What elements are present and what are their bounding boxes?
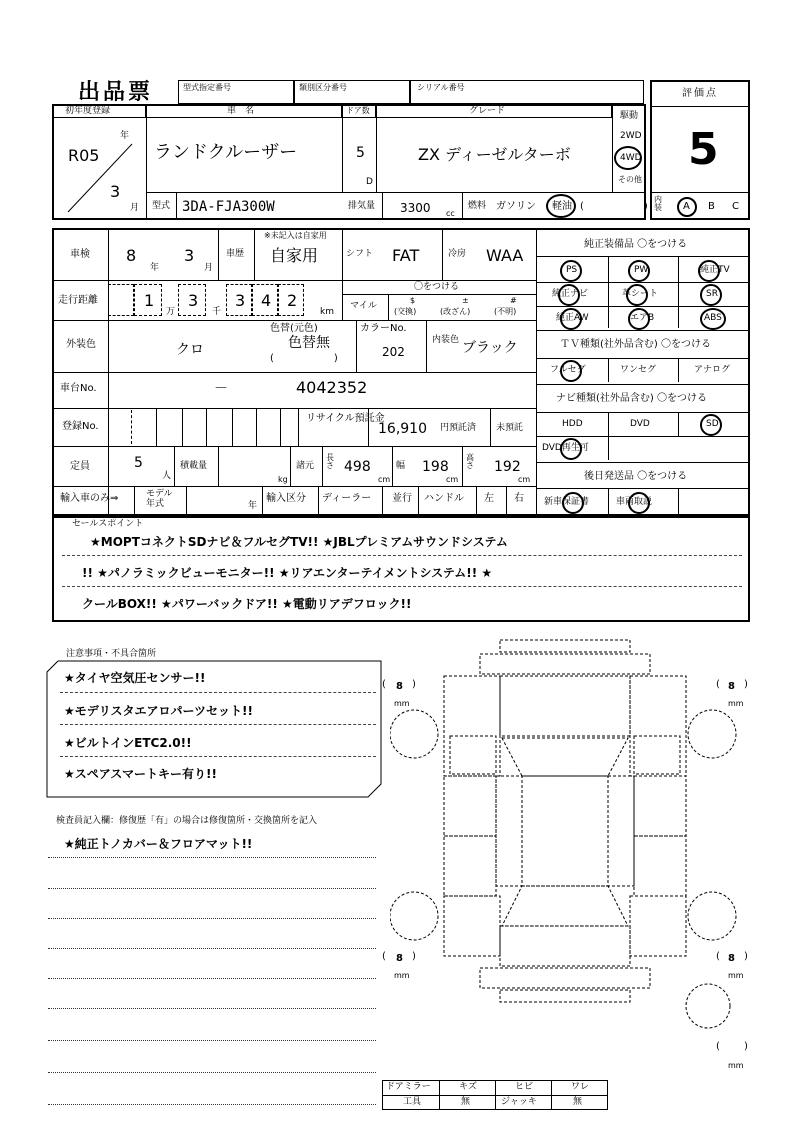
shaken-year: 8	[126, 246, 137, 265]
capacity: 5	[134, 455, 143, 471]
shift-type: FAT	[392, 246, 420, 265]
equip-leather-circle	[626, 284, 648, 306]
vehicle-history: 自家用	[270, 246, 319, 265]
note-line-4: ★スペアスマートキー有り!!	[64, 767, 217, 781]
class-code-cell: 類別区分番号	[294, 80, 410, 104]
equip-aw-circle	[560, 308, 582, 330]
car-name: ランドクルーザー	[154, 142, 298, 163]
sales-line-1: ★MOPTコネクトSDナビ＆フルセグTV!! ★JBLプレミアムサウンドシステム	[90, 535, 508, 549]
recycle-fee: 16,910	[378, 421, 427, 437]
drive-4wd-circle	[614, 146, 642, 170]
navi-dvd-circle	[560, 438, 582, 460]
equip-airbag-circle	[628, 308, 650, 330]
score-box: 評価点 5	[650, 80, 750, 220]
serial-cell: シリアル番号	[410, 80, 644, 104]
width: 198	[422, 459, 449, 475]
slash-mark	[60, 140, 140, 216]
door-count: 5	[356, 145, 365, 161]
chassis-number: 4042352	[296, 378, 368, 397]
score-value: 5	[688, 124, 719, 175]
displacement: 3300	[400, 201, 431, 215]
note-line-3: ★ビルトインETC2.0!!	[64, 736, 192, 750]
first-reg-month: 3	[110, 182, 121, 201]
model-code-cell: 型式指定番号	[178, 80, 294, 104]
sales-line-3: クールBOX!! ★パワーバックドア!! ★電動リアデフロック!!	[82, 597, 412, 611]
shaken-month: 3	[184, 246, 195, 265]
equip-abs-circle	[700, 308, 726, 330]
equip-pw-circle	[628, 260, 650, 282]
grade: ZX ディーゼルターボ	[418, 145, 571, 164]
height: 192	[494, 459, 521, 475]
model-code: 3DA-FJA300W	[182, 199, 275, 215]
tire-rl-depth: 8	[396, 953, 403, 964]
tire-rr-depth: 8	[728, 953, 735, 964]
page-title: 出品票	[78, 80, 154, 105]
inspector-line-1: ★純正トノカバー＆フロアマット!!	[64, 837, 253, 851]
navi-sd-circle	[700, 414, 722, 436]
note-line-1: ★タイヤ空気圧センサー!!	[64, 671, 206, 685]
tv-fullseg-circle	[560, 360, 582, 382]
recolor: 色替無	[288, 335, 330, 351]
tire-fl-depth: 8	[396, 681, 403, 692]
later-manual-circle	[628, 492, 650, 514]
exterior-color: クロ	[176, 342, 204, 358]
tire-fr-depth: 8	[728, 681, 735, 692]
interior-color: ブラック	[462, 340, 518, 356]
fuel-diesel-circle	[546, 194, 576, 218]
sales-line-2: !! ★パノラミックビューモニター!! ★リアエンターテイメントシステム!! ★	[82, 566, 493, 580]
equip-tv-circle	[698, 260, 720, 282]
equip-ps-circle	[560, 260, 582, 282]
length: 498	[344, 459, 371, 475]
car-damage-diagram	[390, 636, 740, 1076]
equip-sr-circle	[700, 284, 722, 306]
first-reg-era: R05	[68, 146, 100, 165]
note-line-2: ★モデリスタエアロパーツセット!!	[64, 704, 253, 718]
color-number: 202	[382, 345, 405, 359]
ac-type: WAA	[486, 246, 524, 265]
later-warranty-circle	[562, 492, 584, 514]
equip-navi-circle	[558, 284, 580, 306]
bottom-table: ドアミラー キズ ヒビ ワレ 工具 無 ジャッキ 無	[382, 1080, 608, 1110]
